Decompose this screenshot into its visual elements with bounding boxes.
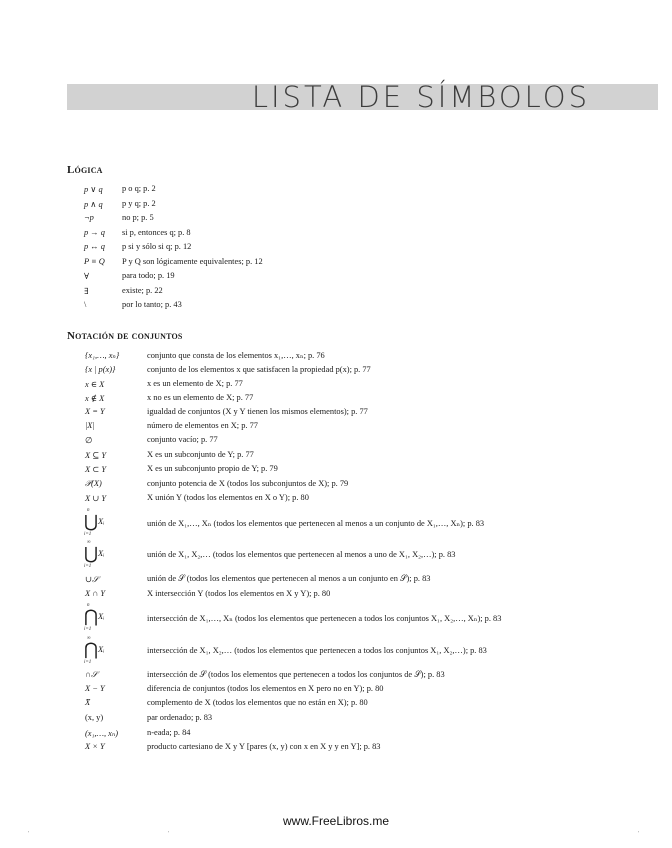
symbol: X ⊆ Y: [85, 451, 106, 460]
description: P y Q son lógicamente equivalentes; p. 12: [122, 257, 263, 266]
description: unión de X₁, X₂,… (todos los elementos que pertenecen al menos a uno de X₁, X₂,…); p. 83: [147, 550, 456, 559]
symbol: 𝒫(X): [85, 479, 102, 488]
description: p y q; p. 2: [122, 199, 156, 208]
description: conjunto vacío; p. 77: [147, 435, 218, 444]
lower-limit: i=1: [84, 660, 92, 665]
description: producto cartesiano de X y Y [pares (x, y) con x en X y y en Y]; p. 83: [147, 742, 381, 751]
symbol: p ∧ q: [84, 200, 103, 209]
symbol: ¬p: [84, 213, 94, 222]
symbol: {x₁,…, xₙ}: [85, 351, 120, 360]
symbol: X̄: [85, 698, 91, 707]
big-union-icon: ⋃: [84, 512, 98, 531]
page-title: LISTA DE SÍMBOLOS: [251, 80, 590, 114]
symbol: ∪𝒮: [85, 575, 99, 584]
symbol: \: [84, 300, 87, 309]
description: no p; p. 5: [122, 213, 154, 222]
description: intersección de X₁,…, Xₙ (todos los elementos que pertenecen a todos los conjuntos X₁, X₂,…, Xₙ); p. 83: [147, 614, 502, 623]
description: X unión Y (todos los elementos en X o Y); p. 80: [147, 493, 309, 502]
symbol: |X|: [85, 421, 95, 430]
description: existe; p. 22: [122, 286, 163, 295]
description: conjunto que consta de los elementos x₁,…, xₙ; p. 76: [147, 351, 325, 360]
big-intersection-icon: ⋂: [84, 640, 98, 659]
big-intersection-formula: [83, 603, 111, 633]
description: X es un subconjunto propio de Y; p. 79: [147, 464, 278, 473]
symbol: ∅: [85, 436, 93, 445]
description: x no es un elemento de X; p. 77: [147, 393, 254, 402]
footer-link[interactable]: www.FreeLibros.me: [282, 814, 390, 828]
description: igualdad de conjuntos (X y Y tienen los mismos elementos); p. 77: [147, 407, 368, 416]
description: unión de 𝒮 (todos los elementos que pertenecen al menos a un conjunto en 𝒮); p. 83: [147, 574, 431, 583]
symbol: X ∩ Y: [85, 589, 106, 598]
symbol: P ≡ Q: [84, 257, 105, 266]
symbol: x ∈ X: [85, 380, 105, 389]
description: conjunto potencia de X (todos los subconjuntos de X); p. 79: [147, 479, 349, 488]
section-heading-sets: Notación de conjuntos: [67, 330, 183, 342]
symbol: X × Y: [85, 742, 105, 751]
symbol: (x₁,…, xₙ): [85, 729, 119, 738]
crop-mark: ': [638, 831, 640, 837]
description: n-eada; p. 84: [147, 728, 191, 737]
symbol: ∀: [84, 272, 90, 281]
description: unión de X₁,…, Xₙ (todos los elementos que pertenecen al menos a un conjunto de X₁,…, Xₙ); p. 83: [147, 519, 485, 528]
symbol: p ∨ q: [84, 185, 103, 194]
section-heading-logic: Lógica: [67, 164, 103, 176]
lower-limit: i=1: [84, 627, 92, 632]
big-intersection-icon: ⋂: [84, 607, 98, 626]
symbol: ∃: [84, 287, 89, 296]
symbol: x ∉ X: [85, 394, 105, 403]
description: x es un elemento de X; p. 77: [147, 379, 243, 388]
operand: Xᵢ: [98, 645, 105, 654]
upper-limit: ∞: [87, 540, 91, 545]
description: X intersección Y (todos los elementos en X y Y); p. 80: [147, 589, 331, 598]
description: para todo; p. 19: [122, 271, 175, 280]
symbol: X = Y: [85, 407, 105, 416]
crop-mark: ': [28, 831, 30, 837]
description: complemento de X (todos los elementos que no están en X); p. 80: [147, 698, 368, 707]
crop-mark: ': [168, 831, 170, 837]
symbol: X ⊂ Y: [85, 465, 106, 474]
symbol: (x, y): [85, 713, 104, 722]
symbol: ∩𝒮: [85, 670, 98, 679]
description: si p, entonces q; p. 8: [122, 228, 191, 237]
description: X es un subconjunto de Y; p. 77: [147, 450, 254, 459]
description: número de elementos en X; p. 77: [147, 421, 258, 430]
operand: Xᵢ: [98, 549, 105, 558]
lower-limit: i=1: [84, 532, 92, 537]
operand: Xᵢ: [98, 517, 105, 526]
big-union-icon: ⋃: [84, 544, 98, 563]
symbol: {x | p(x)}: [85, 365, 116, 374]
description: conjunto de los elementos x que satisfacen la propiedad p(x); p. 77: [147, 365, 371, 374]
description: intersección de 𝒮 (todos los elementos que pertenecen a todos los conjuntos de 𝒮); p. 83: [147, 670, 445, 679]
description: par ordenado; p. 83: [147, 713, 213, 722]
description: p o q; p. 2: [122, 184, 156, 193]
symbol: X − Y: [85, 684, 105, 693]
description: diferencia de conjuntos (todos los elementos en X pero no en Y); p. 80: [147, 684, 384, 693]
symbol: p → q: [84, 228, 105, 237]
symbol: p ↔ q: [84, 242, 105, 251]
big-union-formula: [83, 540, 111, 570]
big-union-formula: [83, 508, 111, 538]
operand: Xᵢ: [98, 612, 105, 621]
upper-limit: n: [87, 603, 90, 608]
description: por lo tanto; p. 43: [122, 300, 182, 309]
upper-limit: ∞: [87, 636, 91, 641]
description: p si y sólo si q; p. 12: [122, 242, 192, 251]
lower-limit: i=1: [84, 564, 92, 569]
description: intersección de X₁, X₂,… (todos los elementos que pertenecen a todos los conjuntos X₁, X₂,…); p. 83: [147, 646, 487, 655]
symbol: X ∪ Y: [85, 494, 106, 503]
big-intersection-formula: [83, 636, 111, 666]
upper-limit: n: [87, 508, 90, 513]
